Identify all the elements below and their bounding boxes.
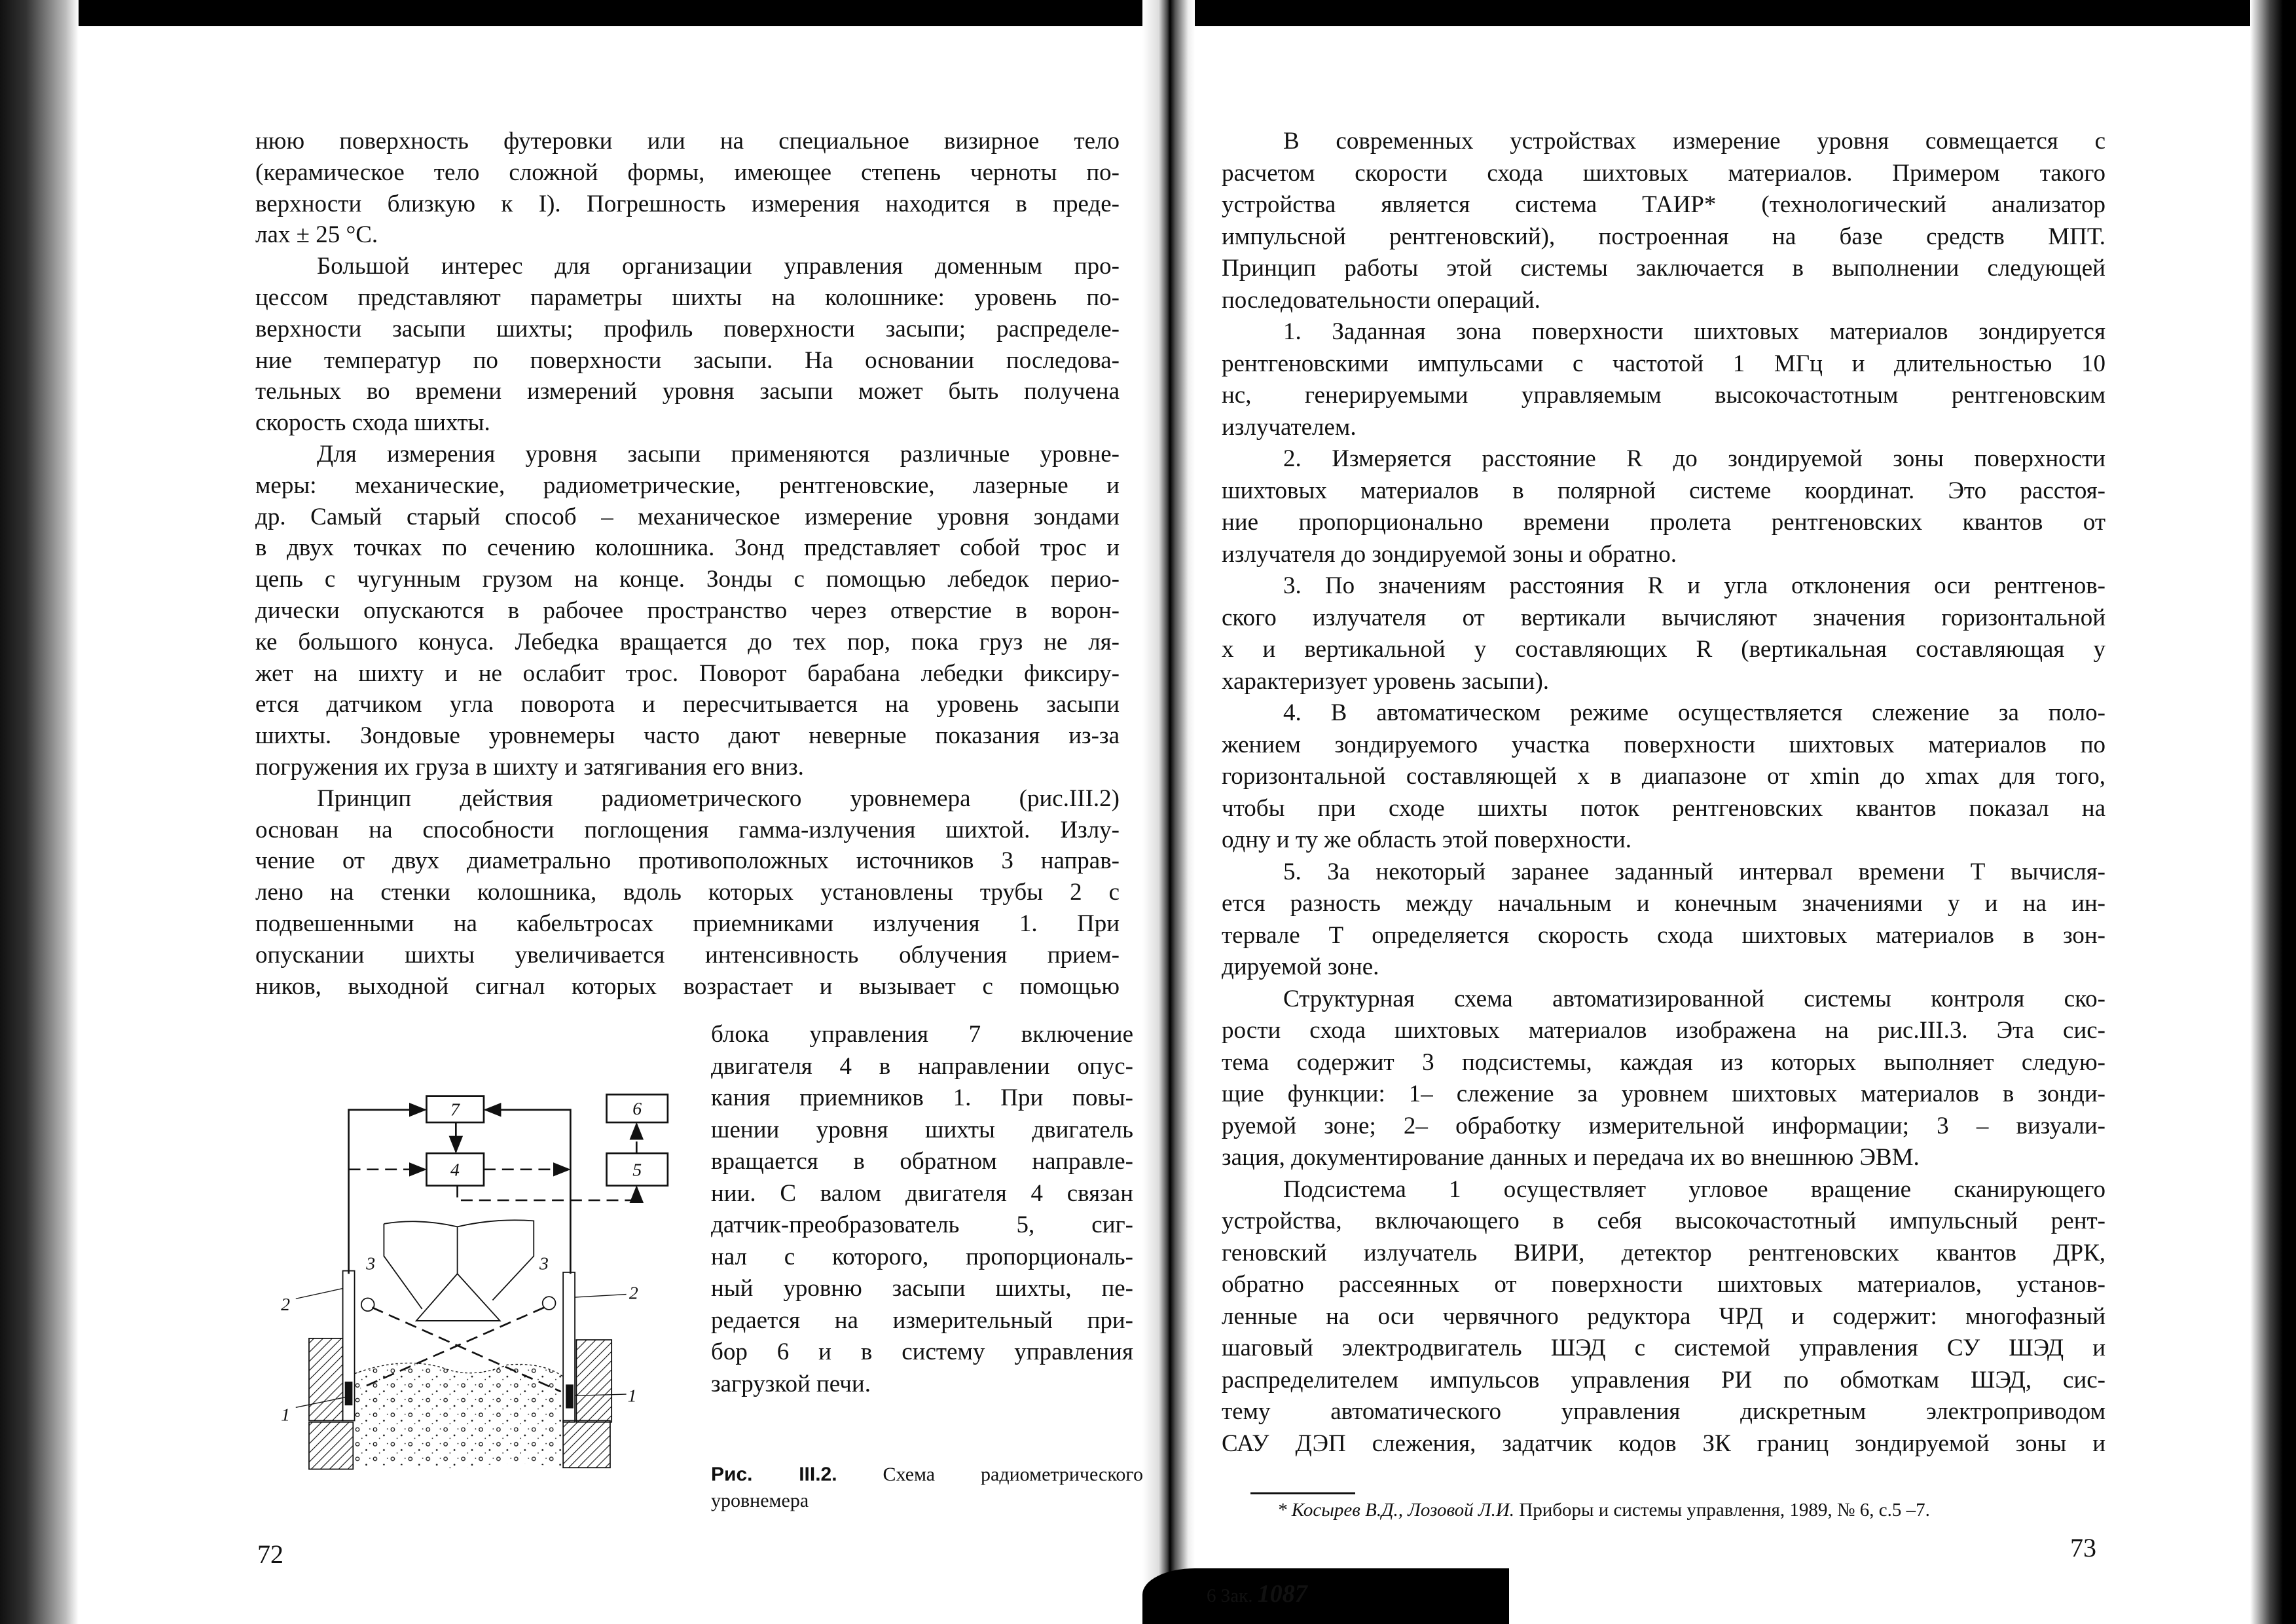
footnote-authors: * Косырев В.Д., Лозовой Л.И. <box>1277 1500 1515 1521</box>
text-line: блока управления 7 включение <box>711 1021 1133 1048</box>
text-line: устройства является система ТАИР* (технологический анализатор <box>1222 191 2105 218</box>
text-line: 5. За некоторый заранее заданный интервал времени T вычисля- <box>1283 858 2105 885</box>
text-line: ке большого конуса. Лебедка вращается до тех пор, пока груз не ля- <box>255 628 1120 655</box>
text-line: верхности близкую к I). Погрешность измерения находится в преде- <box>255 190 1120 217</box>
text-line: чтобы при сходе шихты поток рентгеновских квантов показал на <box>1222 794 2105 822</box>
book-gutter <box>1142 0 1195 1624</box>
text-line: 2. Измеряется расстояние R до зондируемой зоны поверхности <box>1283 445 2105 472</box>
figure-caption-text: Схема радиометрического <box>883 1464 1143 1485</box>
callout-2-left: 2 <box>281 1295 291 1316</box>
text-line: (керамическое тело сложной формы, имеющее степень черноты по- <box>255 158 1120 186</box>
text-line: опускании шихты увеличивается интенсивность облучения прием- <box>255 941 1120 969</box>
text-line: 3. По значениям расстояния R и угла отклонения оси рентгенов- <box>1283 572 2105 599</box>
left-page-narrow-column <box>711 1019 1133 1400</box>
text-line: датчик-преобразователь 5, сиг- <box>711 1211 1133 1238</box>
text-line: Подсистема 1 осуществляет угловое вращение сканирующего <box>1283 1175 2105 1203</box>
text-line: руемой зоне; 2– обработку измерительной информации; 3 – визуали- <box>1222 1112 2105 1139</box>
text-line: шихты. Зондовые уровнемеры часто дают неверные показания из-за <box>255 722 1120 750</box>
text-line: распределителем импульсов управления РИ по обмоткам ШЭД, сис- <box>1222 1366 2105 1393</box>
text-line: лах ± 25 °С. <box>255 221 378 249</box>
footnote <box>1277 1500 1930 1521</box>
text-line: вращается в обратном направле- <box>711 1148 1133 1175</box>
page-number-left: 72 <box>257 1540 283 1569</box>
text-line: ленные на оси червячного редуктора ЧРД и содержит: многофазный <box>1222 1302 2105 1330</box>
print-order-handwritten: 1087 <box>1257 1580 1307 1608</box>
figure-caption-text-2: уровнемера <box>711 1490 809 1511</box>
text-line: x и вертикальной y составляющих R (вертикальная составляющая y <box>1222 636 2105 663</box>
text-line: подвешенными на кабельтросах приемниками излучения 1. При <box>255 910 1120 937</box>
text-line: излучателем. <box>1222 413 1357 441</box>
left-page-body <box>255 126 1120 1002</box>
text-line: основан на способности поглощения гамма-излучения шихтой. Излу- <box>255 816 1120 843</box>
text-line: цессом представляют параметры шихты на колошнике: уровень по- <box>255 284 1120 311</box>
text-line: характеризует уровень засыпи). <box>1222 667 1550 695</box>
footnote-rule <box>1250 1492 1355 1494</box>
text-line: шаговый электродвигатель ШЭД с системой управления СУ ШЭД и <box>1222 1335 2105 1361</box>
callout-1-right: 1 <box>627 1386 637 1407</box>
text-line: нюю поверхность футеровки или на специальное визирное тело <box>255 128 1120 155</box>
scan-border-left <box>0 0 79 1624</box>
text-line: В современных устройствах измерение уровня совмещается с <box>1283 128 2105 155</box>
text-line: жет на шихту и не ослабит трос. Поворот барабана лебедки фиксиру- <box>255 659 1120 687</box>
print-order-printed: 6 Зак. <box>1207 1585 1253 1606</box>
right-page-body <box>1222 126 2105 1460</box>
text-line: устройства, включающего в себя высокочастотный импульсный рент- <box>1222 1208 2105 1234</box>
text-line: последовательности операций. <box>1222 286 1540 314</box>
scan-border-right <box>2250 0 2296 1624</box>
text-line: нс, генерируемыми управляемым высокочастотным рентгеновским <box>1222 382 2105 409</box>
text-line: ется датчиком угла поворота и пересчитывается на уровень засыпи <box>255 691 1120 718</box>
text-line: излучателя до зондируемой зоны и обратно. <box>1222 540 1677 568</box>
text-line: загрузкой печи. <box>711 1370 871 1397</box>
text-line: бор 6 и в систему управления <box>711 1338 1133 1365</box>
text-line: шении уровня шихты двигатель <box>711 1116 1133 1143</box>
footnote-source: Приборы и системы управлення, 1989, № 6, с.5 –7. <box>1519 1500 1930 1521</box>
page-number-right: 73 <box>2070 1533 2096 1562</box>
block-4-label: 4 <box>450 1160 460 1181</box>
text-line: др. Самый старый способ – механическое измерение уровня зондами <box>255 503 1120 530</box>
text-line: дически опускаются в рабочее пространство через отверстие в ворон- <box>255 597 1120 624</box>
text-line: ников, выходной сигнал которых возрастает и вызывает с помощью <box>255 972 1120 1000</box>
block-7-label: 7 <box>450 1099 460 1120</box>
text-line: ского излучателя от вертикали вычисляют значения горизонтальной <box>1222 604 2105 631</box>
text-line: Принцип действия радиометрического уровнемера (рис.III.2) <box>317 784 1120 812</box>
text-line: дируемой зоне. <box>1222 953 1379 980</box>
text-line: чение от двух диаметрально противоположных источников 3 направ- <box>255 847 1120 875</box>
text-line: двигателя 4 в направлении опус- <box>711 1052 1133 1080</box>
scan-shadow-bottom <box>1142 1568 1509 1624</box>
text-line: кания приемников 1. При повы- <box>711 1084 1133 1111</box>
text-line: САУ ДЭП слежения, задатчик кодов ЗК границ зондируемой зоны и <box>1222 1430 2105 1457</box>
text-line: ный уровню засыпи шихты, пе- <box>711 1275 1133 1302</box>
figure-radiometric-level-gauge <box>249 1074 707 1532</box>
text-line: обратно рассеянных от поверхности шихтовых материалов, установ- <box>1222 1271 2105 1298</box>
text-line: скорость схода шихты. <box>255 409 490 437</box>
block-6-label: 6 <box>632 1098 642 1119</box>
text-line: щие функции: 1– слежение за уровнем шихтовых материалов в зонди- <box>1222 1080 2105 1107</box>
text-line: импульсной рентгеновский), построенная на базе средств МПТ. <box>1222 223 2105 250</box>
callout-3-left: 3 <box>366 1253 376 1274</box>
text-line: горизонтальной составляющей x в диапазоне от xmin до xmax для того, <box>1222 763 2105 790</box>
block-5-label: 5 <box>632 1160 642 1181</box>
text-line: нал с которого, пропорциональ- <box>711 1243 1133 1270</box>
text-line: геновский излучатель ВИРИ, детектор рентгеновских квантов ДРК, <box>1222 1239 2105 1266</box>
text-line: погружения их груза в шихту и затягивания его вниз. <box>255 753 804 781</box>
text-line: лено на стенки колошника, вдоль которых установлены трубы 2 с <box>255 879 1120 906</box>
text-line: шихтовых материалов в полярной системе координат. Это расстоя- <box>1222 477 2105 504</box>
text-line: рости схода шихтовых материалов изображена на рис.III.3. Эта сис- <box>1222 1017 2105 1044</box>
text-line: в двух точках по сечению колошника. Зонд представляет собой трос и <box>255 534 1120 562</box>
text-line: жением зондируемого участка поверхности шихтовых материалов по <box>1222 731 2105 758</box>
text-line: Большой интерес для организации управления доменным про- <box>317 253 1120 280</box>
callout-2-right: 2 <box>629 1283 638 1304</box>
text-line: тервале T определяется скорость схода шихтовых материалов в зон- <box>1222 921 2105 949</box>
text-line: тема содержит 3 подсистемы, каждая из которых выполняет следую- <box>1222 1048 2105 1076</box>
callout-3-right: 3 <box>539 1253 549 1274</box>
text-line: тему автоматического управления дискретным электроприводом <box>1222 1398 2105 1425</box>
text-line: Структурная схема автоматизированной системы контроля ско- <box>1283 985 2105 1012</box>
text-line: зация, документирование данных и передача их во внешнюю ЭВМ. <box>1222 1144 1920 1171</box>
text-line: Принцип работы этой системы заключается в выполнении следующей <box>1222 255 2105 282</box>
text-line: Для измерения уровня засыпи применяются различные уровне- <box>317 440 1120 468</box>
figure-caption-label: Рис. III.2. <box>711 1464 837 1485</box>
text-line: ние температур по поверхности засыпи. На основании последова- <box>255 346 1120 374</box>
text-line: одну и ту же область этой поверхности. <box>1222 826 1632 853</box>
text-line: ется разность между начальным и конечным значениями y и на ин- <box>1222 890 2105 917</box>
callout-1-left: 1 <box>281 1405 291 1426</box>
figure-caption <box>711 1462 1143 1488</box>
text-line: редается на измерительный при- <box>711 1306 1133 1334</box>
print-order-mark <box>1207 1579 1307 1608</box>
text-line: меры: механические, радиометрические, рентгеновские, лазерные и <box>255 471 1120 499</box>
text-line: верхности засыпи шихты; профиль поверхности засыпи; распределе- <box>255 315 1120 342</box>
text-line: нии. С валом двигателя 4 связан <box>711 1179 1133 1207</box>
text-line: 4. В автоматическом режиме осуществляется слежение за поло- <box>1283 699 2105 726</box>
text-line: 1. Заданная зона поверхности шихтовых материалов зондируется <box>1283 318 2105 345</box>
text-line: тельных во времени измерений уровня засыпи может быть получена <box>255 378 1120 405</box>
text-line: ние пропорционально времени пролета рентгеновских квантов от <box>1222 509 2105 536</box>
text-line: цепь с чугунным грузом на конце. Зонды с помощью лебедок перио- <box>255 566 1120 593</box>
text-line: рентгеновскими импульсами с частотой 1 МГц и длительностью 10 <box>1222 350 2105 377</box>
text-line: расчетом скорости схода шихтовых материалов. Примером такого <box>1222 159 2105 187</box>
